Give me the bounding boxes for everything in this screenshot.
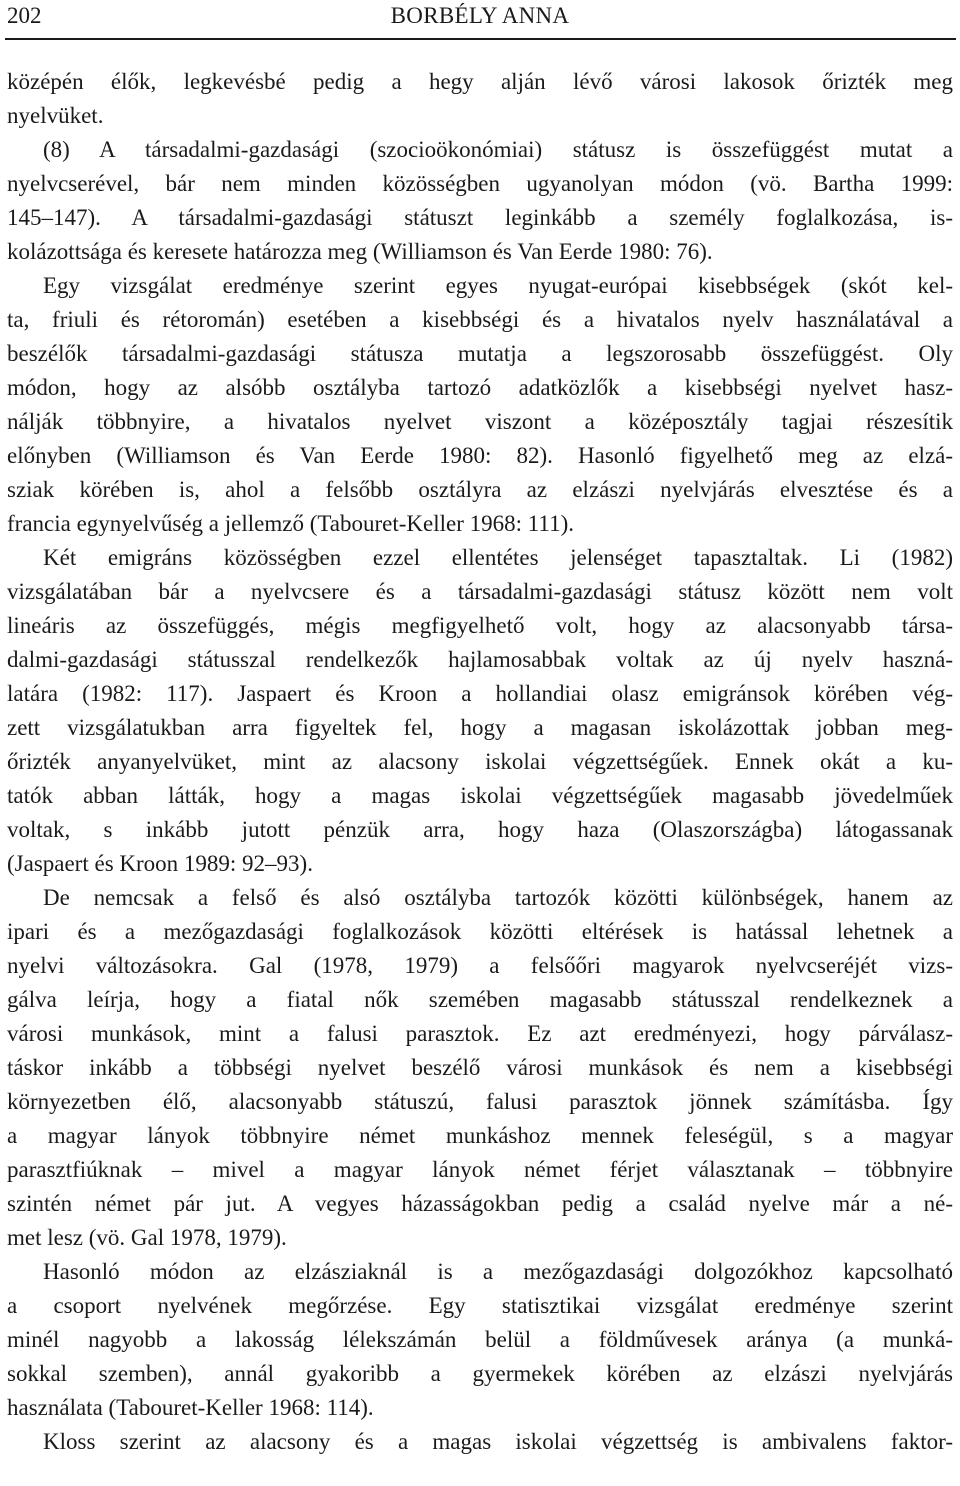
running-head-author: BORBÉLY ANNA [390, 3, 570, 28]
text-line: vizsgálatában bár a nyelvcsere és a társadalmi-gazdasági státusz között nem volt [7, 579, 953, 604]
text-line: környezetben élő, alacsonyabb státuszú, falusi parasztok jönnek számításba. Így [7, 1089, 953, 1114]
text-line: középén élők, legkevésbé pedig a hegy alján lévő városi lakosok őrizték meg [7, 69, 953, 94]
header-rule [5, 38, 956, 40]
text-line: gálva leírja, hogy a fiatal nők szemében magasabb státusszal rendelkeznek a [7, 987, 953, 1012]
text-line: nyelvi változásokra. Gal (1978, 1979) a felsőőri magyarok nyelvcseréjét vizs- [7, 953, 953, 978]
page-number: 202 [7, 3, 42, 28]
text-line: őrizték anyanyelvüket, mint az alacsony iskolai végzettségűek. Ennek okát a ku- [7, 749, 953, 774]
text-line: tatók abban látták, hogy a magas iskolai végzettségűek magasabb jövedelműek [7, 783, 953, 808]
text-line: táskor inkább a többségi nyelvet beszélő városi munkások és nem a kisebbségi [7, 1055, 953, 1080]
text-line: sziak körében is, ahol a felsőbb osztályra az elzászi nyelvjárás elvesztése és a [7, 477, 953, 502]
text-line: Egy vizsgálat eredménye szerint egyes nyugat-európai kisebbségek (skót kel- [43, 273, 953, 298]
text-line: minél nagyobb a lakosság lélekszámán belül a földművesek aránya (a munká- [7, 1327, 953, 1352]
text-line: met lesz (vö. Gal 1978, 1979). [7, 1225, 287, 1250]
text-line: parasztfiúknak – mivel a magyar lányok német férjet választanak – többnyire [7, 1157, 953, 1182]
text-line: De nemcsak a felső és alsó osztályba tartozók közötti különbségek, hanem az [43, 885, 953, 910]
text-line: latára (1982: 117). Jaspaert és Kroon a hollandiai olasz emigránsok körében vég- [7, 681, 953, 706]
text-line: dalmi-gazdasági státusszal rendelkezők hajlamosabbak voltak az új nyelv haszná- [7, 647, 953, 672]
text-line: (8) A társadalmi-gazdasági (szocioökonómiai) státusz is összefüggést mutat a [43, 137, 953, 162]
text-line: Hasonló módon az elzásziaknál is a mezőgazdasági dolgozókhoz kapcsolható [43, 1259, 953, 1284]
text-line: sokkal szemben), annál gyakoribb a gyermekek körében az elzászi nyelvjárás [7, 1361, 953, 1386]
text-line: módon, hogy az alsóbb osztályba tartozó adatközlők a kisebbségi nyelvet hasz- [7, 375, 953, 400]
text-line: a magyar lányok többnyire német munkáshoz mennek feleségül, s a magyar [7, 1123, 953, 1148]
text-line: 145–147). A társadalmi-gazdasági státuszt leginkább a személy foglalkozása, is- [7, 205, 953, 230]
text-line: kolázottsága és keresete határozza meg (Williamson és Van Eerde 1980: 76). [7, 239, 713, 264]
text-line: zett vizsgálatukban arra figyeltek fel, hogy a magasan iskolázottak jobban meg- [7, 715, 953, 740]
text-line: nyelvüket. [7, 103, 104, 128]
text-line: Két emigráns közösségben ezzel ellentétes jelenséget tapasztaltak. Li (1982) [43, 545, 953, 570]
text-line: lineáris az összefüggés, mégis megfigyelhető volt, hogy az alacsonyabb társa- [7, 613, 953, 638]
text-line: városi munkások, mint a falusi parasztok. Ez azt eredményezi, hogy párválasz- [7, 1021, 953, 1046]
text-line: ta, friuli és rétoromán) esetében a kisebbségi és a hivatalos nyelv használatával a [7, 307, 953, 332]
text-line: Kloss szerint az alacsony és a magas iskolai végzettség is ambivalens faktor- [43, 1429, 953, 1454]
text-line: voltak, s inkább jutott pénzük arra, hogy haza (Olaszországba) látogassanak [7, 817, 953, 842]
text-line: nálják többnyire, a hivatalos nyelvet viszont a középosztály tagjai részesítik [7, 409, 953, 434]
page-header [7, 0, 953, 36]
text-line: francia egynyelvűség a jellemző (Tabouret-Keller 1968: 111). [7, 511, 574, 536]
text-line: beszélők társadalmi-gazdasági státusza mutatja a legszorosabb összefüggést. Oly [7, 341, 953, 366]
body-text [7, 65, 953, 1459]
text-line: használata (Tabouret-Keller 1968: 114). [7, 1395, 374, 1420]
text-line: a csoport nyelvének megőrzése. Egy statisztikai vizsgálat eredménye szerint [7, 1293, 953, 1318]
text-line: ipari és a mezőgazdasági foglalkozások közötti eltérések is hatással lehetnek a [7, 919, 953, 944]
text-line: nyelvcserével, bár nem minden közösségben ugyanolyan módon (vö. Bartha 1999: [7, 171, 953, 196]
text-line: (Jaspaert és Kroon 1989: 92–93). [7, 851, 313, 876]
text-line: előnyben (Williamson és Van Eerde 1980: 82). Hasonló figyelhető meg az elzá- [7, 443, 953, 468]
text-line: szintén német pár jut. A vegyes házasságokban pedig a család nyelve már a né- [7, 1191, 953, 1216]
